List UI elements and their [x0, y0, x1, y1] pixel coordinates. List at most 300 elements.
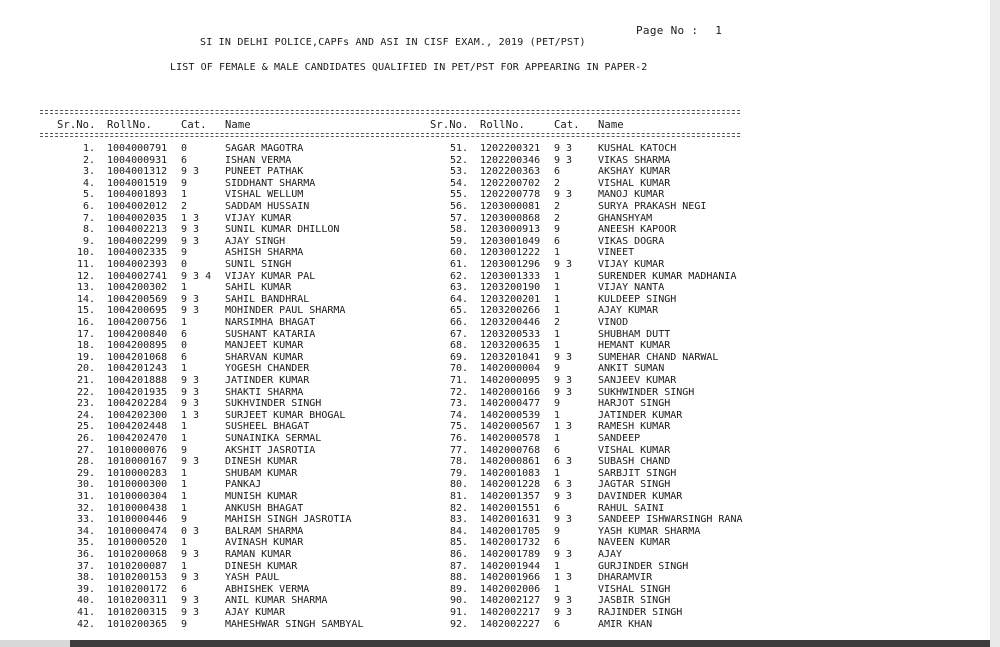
cat-cell: 1 [181, 189, 188, 201]
roll-cell: 1004000931 [107, 154, 168, 166]
sr-cell: 73. [449, 398, 468, 410]
sr-cell: 82. [449, 502, 468, 514]
sr-cell: 57. [449, 212, 468, 224]
roll-cell: 1010200068 [107, 549, 168, 560]
name-cell: VIJAY KUMAR [225, 212, 292, 224]
name-cell: SUKHVINDER SINGH [225, 398, 322, 410]
name-cell: JATINDER KUMAR [225, 375, 310, 386]
name-cell: AJAY KUMAR [598, 305, 659, 317]
table-row [0, 502, 665, 515]
table-row [0, 433, 641, 445]
name-cell: MANOJ KUMAR [598, 189, 665, 201]
roll-cell: 1203000081 [480, 201, 541, 212]
roll-cell: 1402001944 [480, 560, 541, 572]
name-cell: SUSHANT KATARIA [225, 328, 316, 340]
table-row [0, 189, 665, 201]
cat-cell: 2 [554, 317, 561, 328]
cat-cell: 9 3 [181, 375, 200, 386]
roll-cell: 1202200346 [480, 154, 541, 166]
roll-cell: 1402000004 [480, 363, 541, 375]
roll-cell: 1004202300 [107, 409, 168, 421]
name-cell: JASBIR SINGH [598, 595, 671, 607]
sr-cell: 90. [449, 595, 468, 607]
roll-cell: 1010000446 [107, 514, 168, 526]
name-cell: SAGAR MAGOTRA [225, 143, 304, 154]
roll-cell: 1004200569 [107, 293, 168, 305]
cat-cell: 6 [181, 328, 188, 340]
roll-cell: 1402000861 [480, 456, 541, 468]
roll-cell: 1004202470 [107, 433, 168, 444]
table-row [0, 560, 689, 573]
name-cell: SANDEEP [598, 433, 641, 444]
table-row [0, 351, 719, 364]
cat-cell: 1 [554, 583, 561, 595]
name-cell: SUMEHAR CHAND NARWAL [598, 351, 719, 363]
name-cell: YASH KUMAR SHARMA [598, 525, 701, 537]
name-cell: SHUBHAM DUTT [598, 328, 671, 340]
cat-cell: 9 3 [554, 595, 573, 607]
name-cell: SHAKTI SHARMA [225, 386, 304, 398]
cat-cell: 9 3 [181, 386, 200, 398]
name-cell: VISHAL WELLUM [225, 189, 304, 201]
vertical-scrollbar[interactable] [990, 0, 1000, 647]
sr-cell: 8. [82, 224, 95, 236]
roll-cell: 1203000868 [480, 212, 541, 224]
horizontal-scrollbar[interactable] [70, 640, 1000, 647]
sr-cell: 63. [449, 282, 468, 294]
cat-cell: 2 [554, 177, 561, 189]
table-row [0, 595, 671, 607]
cat-cell: 1 [554, 433, 561, 444]
name-cell: VISHAL KUMAR [598, 177, 671, 189]
name-cell: BALRAM SHARMA [225, 525, 304, 537]
name-cell: ISHAN VERMA [225, 154, 292, 166]
table-row [0, 456, 671, 468]
name-cell: ANEESH KAPOOR [598, 224, 677, 236]
sr-cell: 81. [449, 491, 468, 502]
page-label: Page No : [636, 24, 699, 37]
cat-cell: 1 [181, 317, 188, 328]
sr-cell: 21. [76, 375, 95, 386]
table-row [0, 537, 671, 549]
sr-cell: 85. [449, 537, 468, 549]
cat-cell: 9 3 [554, 259, 573, 270]
header-cat-left: Cat. [181, 119, 207, 131]
roll-cell: 1004202448 [107, 421, 168, 433]
roll-cell: 1004200302 [107, 282, 168, 294]
name-cell: SUSHEEL BHAGAT [225, 421, 310, 433]
table-row [0, 479, 671, 491]
name-cell: DHARAMVIR [598, 572, 653, 584]
cat-cell: 9 [554, 224, 561, 236]
name-cell: SANDEEP ISHWARSINGH RANA [598, 514, 743, 526]
cat-cell: 2 [554, 201, 561, 212]
name-cell: HEMANT KUMAR [598, 340, 671, 352]
cat-cell: 9 3 [554, 189, 573, 201]
roll-cell: 1004002213 [107, 224, 168, 236]
sr-cell: 2. [82, 154, 95, 166]
sr-cell: 36. [76, 549, 95, 560]
name-cell: KUSHAL KATOCH [598, 143, 677, 154]
table-row [0, 166, 671, 178]
name-cell: SUNIL SINGH [225, 259, 292, 270]
cat-cell: 9 3 [554, 375, 573, 386]
name-cell: AJAY [598, 549, 623, 560]
sr-cell: 5. [82, 189, 95, 201]
sr-cell: 37. [76, 560, 95, 572]
roll-cell: 1203200446 [480, 317, 541, 328]
table-row [0, 514, 743, 526]
sr-cell: 7. [82, 212, 95, 224]
table-row [0, 409, 683, 422]
cat-cell: 6 [181, 351, 188, 363]
sr-cell: 42. [76, 618, 95, 630]
cat-cell: 1 [181, 491, 188, 502]
roll-cell: 1010200172 [107, 583, 168, 595]
name-cell: ASHISH SHARMA [225, 247, 304, 259]
cat-cell: 9 3 [181, 293, 200, 305]
name-cell: AVINASH KUMAR [225, 537, 304, 549]
roll-cell: 1004000791 [107, 143, 168, 154]
name-cell: VISHAL SINGH [598, 583, 671, 595]
name-cell: AMIR KHAN [598, 618, 653, 630]
roll-cell: 1202200778 [480, 189, 541, 201]
table-row [0, 363, 665, 375]
sr-cell: 14. [76, 293, 95, 305]
name-cell: PUNEET PATHAK [225, 166, 304, 178]
sr-cell: 71. [449, 375, 468, 386]
table-row [0, 549, 623, 561]
page-number-label [636, 24, 722, 37]
sr-cell: 32. [76, 502, 95, 514]
roll-cell: 1402000567 [480, 421, 541, 433]
name-cell: ANKIT SUMAN [598, 363, 665, 375]
roll-cell: 1004001312 [107, 166, 168, 178]
sr-cell: 16. [76, 317, 95, 328]
scrollbar-track-left [0, 640, 70, 647]
roll-cell: 1004200756 [107, 317, 168, 328]
name-cell: RAMAN KUMAR [225, 549, 292, 560]
roll-cell: 1004202284 [107, 398, 168, 410]
table-row [0, 270, 737, 283]
name-cell: SIDDHANT SHARMA [225, 177, 316, 189]
name-cell: MOHINDER PAUL SHARMA [225, 305, 346, 317]
sr-cell: 91. [449, 607, 468, 618]
sr-cell: 22. [76, 386, 95, 398]
roll-cell: 1004201935 [107, 386, 168, 398]
sr-cell: 77. [449, 444, 468, 456]
cat-cell: 1 [554, 560, 561, 572]
roll-cell: 1402000095 [480, 375, 541, 386]
sr-cell: 84. [449, 525, 468, 537]
sr-cell: 34. [76, 525, 95, 537]
sr-cell: 19. [76, 351, 95, 363]
cat-cell: 9 3 [181, 572, 200, 584]
roll-cell: 1004200895 [107, 340, 168, 352]
name-cell: NAVEEN KUMAR [598, 537, 671, 549]
sr-cell: 23. [76, 398, 95, 410]
header-rule-top [40, 110, 740, 111]
name-cell: JAGTAR SINGH [598, 479, 671, 491]
name-cell: HARJOT SINGH [598, 398, 671, 410]
cat-cell: 9 3 [554, 549, 573, 560]
sr-cell: 18. [76, 340, 95, 352]
roll-cell: 1010200365 [107, 618, 168, 630]
sr-cell: 12. [76, 270, 95, 282]
roll-cell: 1203200190 [480, 282, 541, 294]
name-cell: MANJEET KUMAR [225, 340, 304, 352]
roll-cell: 1402001357 [480, 491, 541, 502]
cat-cell: 9 3 [554, 386, 573, 398]
sr-cell: 87. [449, 560, 468, 572]
roll-cell: 1202200321 [480, 143, 541, 154]
table-row [0, 224, 677, 236]
name-cell: VINOD [598, 317, 629, 328]
cat-cell: 6 3 [554, 479, 573, 491]
roll-cell: 1203001222 [480, 247, 541, 259]
cat-cell: 9 3 [181, 456, 200, 468]
roll-cell: 1010000474 [107, 525, 168, 537]
cat-cell: 9 3 [181, 398, 200, 410]
roll-cell: 1004201888 [107, 375, 168, 386]
roll-cell: 1010000438 [107, 502, 168, 514]
name-cell: VISHAL KUMAR [598, 444, 671, 456]
name-cell: VIJAY KUMAR PAL [225, 270, 316, 282]
roll-cell: 1402002227 [480, 618, 541, 630]
cat-cell: 9 3 [181, 166, 200, 178]
cat-cell: 6 [554, 502, 561, 514]
cat-cell: 1 [554, 293, 561, 305]
cat-cell: 9 3 [554, 154, 573, 166]
sr-cell: 31. [76, 491, 95, 502]
table-row [0, 375, 677, 387]
sr-cell: 3. [82, 166, 95, 178]
sr-cell: 60. [449, 247, 468, 259]
header-rule-bottom-2 [40, 136, 740, 137]
name-cell: DAVINDER KUMAR [598, 491, 683, 502]
table-row [0, 328, 671, 341]
cat-cell: 9 3 [181, 607, 200, 618]
cat-cell: 9 [181, 444, 188, 456]
header-cat-right: Cat. [554, 119, 580, 131]
roll-cell: 1203200533 [480, 328, 541, 340]
name-cell: GHANSHYAM [598, 212, 653, 224]
roll-cell: 1010200315 [107, 607, 168, 618]
roll-cell: 1004002012 [107, 201, 168, 212]
sr-cell: 61. [449, 259, 468, 270]
roll-cell: 1004200840 [107, 328, 168, 340]
cat-cell: 9 [181, 514, 188, 526]
sr-cell: 26. [76, 433, 95, 444]
sr-cell: 56. [449, 201, 468, 212]
cat-cell: 6 [554, 618, 561, 630]
cat-cell: 6 [554, 166, 561, 178]
cat-cell: 1 [554, 282, 561, 294]
name-cell: AJAY KUMAR [225, 607, 286, 618]
name-cell: KULDEEP SINGH [598, 293, 677, 305]
cat-cell: 9 3 [181, 235, 200, 247]
sr-cell: 83. [449, 514, 468, 526]
sr-cell: 72. [449, 386, 468, 398]
name-cell: VINEET [598, 247, 635, 259]
roll-cell: 1004002335 [107, 247, 168, 259]
cat-cell: 0 3 [181, 525, 200, 537]
name-cell: SANJEEV KUMAR [598, 375, 677, 386]
cat-cell: 1 [554, 467, 561, 479]
table-row [0, 293, 677, 306]
sr-cell: 29. [76, 467, 95, 479]
name-cell: YOGESH CHANDER [225, 363, 310, 375]
sr-cell: 59. [449, 235, 468, 247]
sr-cell: 4. [82, 177, 95, 189]
table-row [0, 607, 683, 619]
roll-cell: 1402001631 [480, 514, 541, 526]
table-row [0, 177, 671, 190]
sr-cell: 64. [449, 293, 468, 305]
sr-cell: 10. [76, 247, 95, 259]
cat-cell: 9 3 [554, 491, 573, 502]
sr-cell: 51. [449, 143, 468, 154]
name-cell: YASH PAUL [225, 572, 280, 584]
cat-cell: 1 [554, 305, 561, 317]
roll-cell: 1402001083 [480, 467, 541, 479]
sr-cell: 89. [449, 583, 468, 595]
roll-cell: 1010200311 [107, 595, 168, 607]
cat-cell: 6 [554, 444, 561, 456]
roll-cell: 1004001893 [107, 189, 168, 201]
table-row [0, 317, 629, 329]
name-cell: SHARVAN KUMAR [225, 351, 304, 363]
cat-cell: 1 3 [554, 421, 573, 433]
cat-cell: 9 [554, 398, 561, 410]
roll-cell: 1402002217 [480, 607, 541, 618]
cat-cell: 1 [554, 409, 561, 421]
roll-cell: 1010000520 [107, 537, 168, 549]
sr-cell: 33. [76, 514, 95, 526]
cat-cell: 9 [181, 177, 188, 189]
roll-cell: 1010200087 [107, 560, 168, 572]
roll-cell: 1004002393 [107, 259, 168, 270]
sr-cell: 78. [449, 456, 468, 468]
cat-cell: 1 [554, 328, 561, 340]
name-cell: NARSIMHA BHAGAT [225, 317, 316, 328]
sr-cell: 40. [76, 595, 95, 607]
sr-cell: 62. [449, 270, 468, 282]
cat-cell: 1 [554, 247, 561, 259]
table-row [0, 247, 635, 259]
cat-cell: 6 [181, 583, 188, 595]
name-cell: ANIL KUMAR SHARMA [225, 595, 328, 607]
sr-cell: 27. [76, 444, 95, 456]
cat-cell: 1 3 [181, 212, 200, 224]
roll-cell: 1402000768 [480, 444, 541, 456]
sr-cell: 54. [449, 177, 468, 189]
name-cell: SHUBAM KUMAR [225, 467, 298, 479]
name-cell: SUBASH CHAND [598, 456, 671, 468]
cat-cell: 2 [554, 212, 561, 224]
table-row [0, 305, 659, 317]
table-row [0, 491, 683, 503]
name-cell: AJAY SINGH [225, 235, 286, 247]
cat-cell: 0 [181, 259, 188, 270]
roll-cell: 1004200695 [107, 305, 168, 317]
cat-cell: 2 [181, 201, 188, 212]
roll-cell: 1004201068 [107, 351, 168, 363]
roll-cell: 1402000166 [480, 386, 541, 398]
cat-cell: 9 [554, 525, 561, 537]
name-cell: SURYA PRAKASH NEGI [598, 201, 707, 212]
sr-cell: 15. [76, 305, 95, 317]
sr-cell: 35. [76, 537, 95, 549]
sr-cell: 55. [449, 189, 468, 201]
page-number: 1 [715, 24, 723, 37]
cat-cell: 0 [181, 340, 188, 352]
cat-cell: 1 [181, 479, 188, 491]
sr-cell: 53. [449, 166, 468, 178]
cat-cell: 6 [181, 154, 188, 166]
header-sr-right: Sr.No. [430, 119, 469, 131]
name-cell: SADDAM HUSSAIN [225, 201, 310, 212]
cat-cell: 9 3 4 [181, 270, 212, 282]
roll-cell: 1402001551 [480, 502, 541, 514]
header-sr-left: Sr.No. [57, 119, 96, 131]
sr-cell: 66. [449, 317, 468, 328]
header-roll-left: RollNo. [107, 119, 152, 131]
name-cell: SUKHWINDER SINGH [598, 386, 695, 398]
sr-cell: 92. [449, 618, 468, 630]
table-row [0, 259, 665, 271]
document-subtitle: LIST OF FEMALE & MALE CANDIDATES QUALIFIED IN PET/PST FOR APPEARING IN PAPER-2 [170, 62, 648, 73]
table-row [0, 467, 677, 480]
name-cell: PANKAJ [225, 479, 262, 491]
roll-cell: 1004002741 [107, 270, 168, 282]
cat-cell: 9 [181, 618, 188, 630]
sr-cell: 20. [76, 363, 95, 375]
roll-cell: 1402000477 [480, 398, 541, 410]
table-row [0, 212, 653, 225]
table-row [0, 398, 671, 410]
table-row [0, 282, 665, 294]
roll-cell: 1402001228 [480, 479, 541, 491]
name-cell: DINESH KUMAR [225, 456, 298, 468]
cat-cell: 1 [181, 467, 188, 479]
name-cell: VIKAS SHARMA [598, 154, 671, 166]
table-row [0, 444, 671, 457]
cat-cell: 9 3 [554, 143, 573, 154]
roll-cell: 1004201243 [107, 363, 168, 375]
table-row [0, 143, 677, 155]
sr-cell: 79. [449, 467, 468, 479]
cat-cell: 0 [181, 143, 188, 154]
cat-cell: 1 [181, 537, 188, 549]
cat-cell: 1 [181, 502, 188, 514]
roll-cell: 1402001789 [480, 549, 541, 560]
name-cell: MAHISH SINGH JASROTIA [225, 514, 352, 526]
roll-cell: 1203200635 [480, 340, 541, 352]
sr-cell: 1. [82, 143, 95, 154]
cat-cell: 1 [181, 560, 188, 572]
roll-cell: 1402001966 [480, 572, 541, 584]
cat-cell: 6 [554, 235, 561, 247]
cat-cell: 1 [554, 340, 561, 352]
name-cell: SUNAINIKA SERMAL [225, 433, 322, 444]
sr-cell: 41. [76, 607, 95, 618]
name-cell: AKSHIT JASROTIA [225, 444, 316, 456]
name-cell: SURJEET KUMAR BHOGAL [225, 409, 346, 421]
cat-cell: 1 [181, 363, 188, 375]
sr-cell: 24. [76, 409, 95, 421]
cat-cell: 6 [554, 537, 561, 549]
